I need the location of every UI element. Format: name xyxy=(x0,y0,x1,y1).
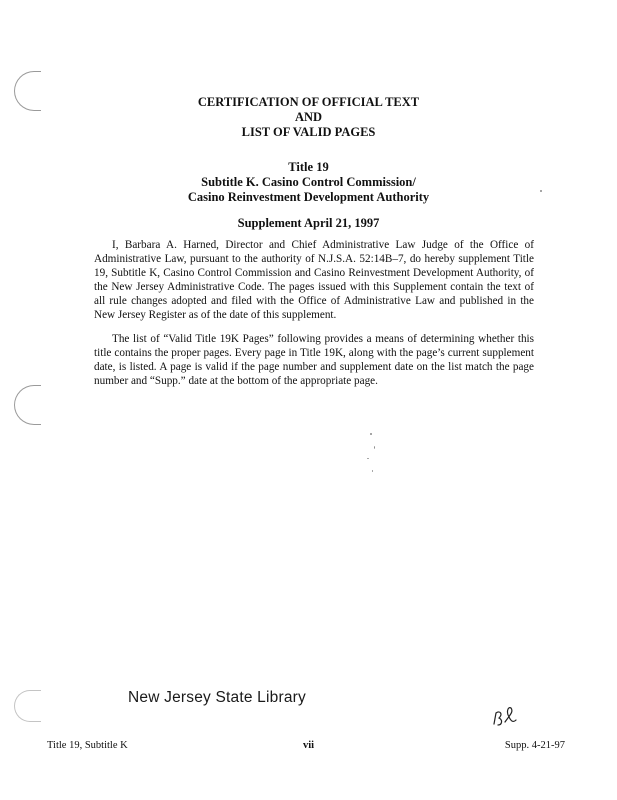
subtitle-line: Casino Reinvestment Development Authority xyxy=(187,190,430,204)
footer-title: Title 19, Subtitle K xyxy=(47,740,128,751)
library-stamp: New Jersey State Library xyxy=(128,689,306,706)
scan-speck xyxy=(540,190,542,192)
subtitle-line: Subtitle K. Casino Control Commission/ xyxy=(201,175,416,189)
punch-hole-mark xyxy=(14,690,41,722)
valid-pages-paragraph: The list of “Valid Title 19K Pages” following provides a means of determining whether this title contains the proper pages. Every page in Title 19K, along with the page’s current supplement date, is listed. A page is valid if the page number and supplement date on the list match the page number and “Supp.” date at the bottom of the appropriate page. xyxy=(94,333,534,388)
scan-speck xyxy=(370,433,372,435)
title-heading xyxy=(0,160,617,205)
scan-speck xyxy=(367,458,369,459)
scan-speck xyxy=(372,470,373,472)
handwritten-initials xyxy=(490,704,526,730)
scan-speck xyxy=(374,446,375,449)
supplement-date-heading: Supplement April 21, 1997 xyxy=(237,216,380,230)
heading-line: AND xyxy=(294,110,323,124)
page-number: vii xyxy=(302,740,315,751)
heading-line: LIST OF VALID PAGES xyxy=(241,125,376,139)
certification-paragraph: I, Barbara A. Harned, Director and Chief Administrative Law Judge of the Office of Administrative Law, pursuant to the authority of N.J.S.A. 52:14B–7, do hereby supplement Title 19, Subtitle K, Casino Control Commission and Casino Reinvestment Development Authority, of the New Jersey Administrative Code. The pages issued with this Supplement contain the text of all rule changes adopted and filed with the Office of Administrative Law and published in the New Jersey Register as of the date of this supplement. xyxy=(94,239,534,322)
certification-heading xyxy=(0,95,617,140)
footer-supplement-date: Supp. 4-21-97 xyxy=(504,740,565,751)
title-line: Title 19 xyxy=(288,160,329,174)
punch-hole-mark xyxy=(14,385,41,425)
heading-line: CERTIFICATION OF OFFICIAL TEXT xyxy=(197,95,420,109)
